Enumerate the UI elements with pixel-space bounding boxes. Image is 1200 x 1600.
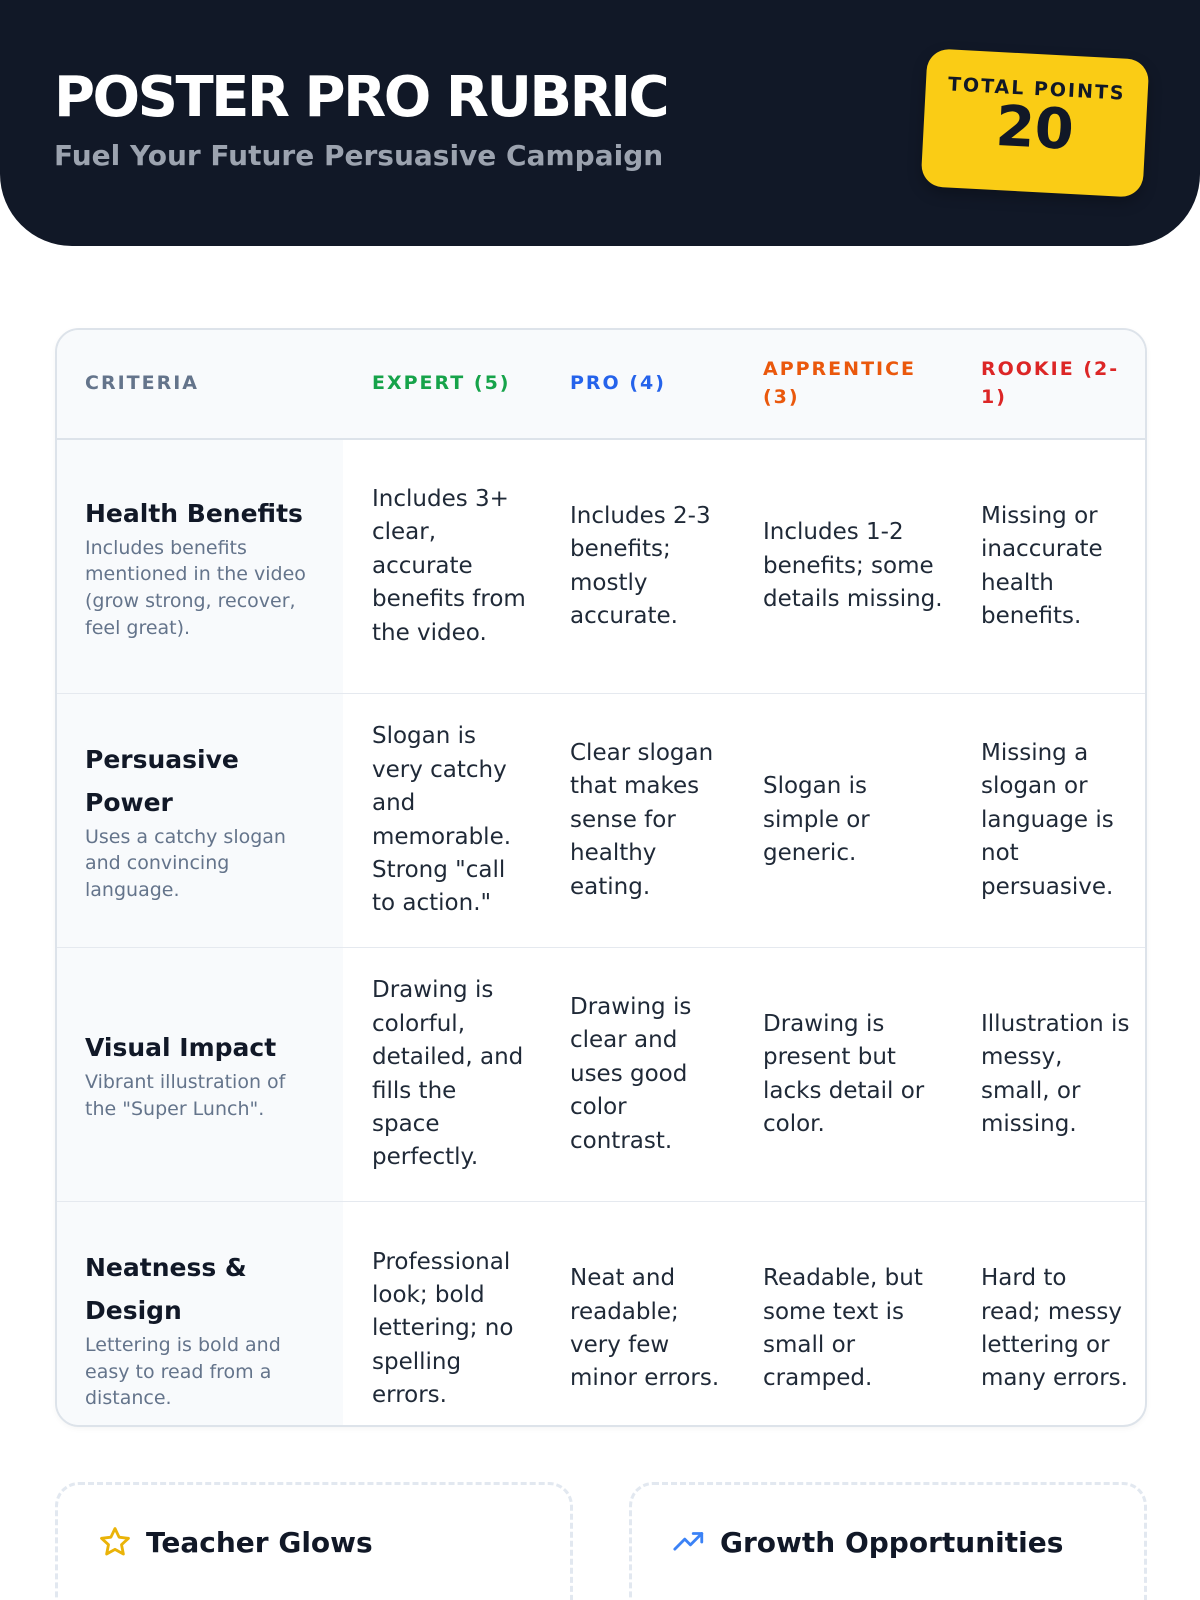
criteria-cell xyxy=(57,948,343,1201)
criteria-description: Vibrant illustration of the "Super Lunch". xyxy=(85,1071,286,1120)
expert-cell: Slogan is very catchy and memorable. Strong "call to action." xyxy=(372,723,512,917)
teacher-glows-header xyxy=(98,1525,373,1559)
total-points-badge xyxy=(921,48,1150,197)
header-rookie: ROOKIE (2-1) xyxy=(981,358,1120,408)
header-pro: PRO (4) xyxy=(570,372,666,395)
criteria-description: Uses a catchy slogan and convincing language. xyxy=(85,825,286,901)
expert-cell: Includes 3+ clear, accurate benefits from the video. xyxy=(372,486,526,646)
header-criteria: CRITERIA xyxy=(85,372,199,395)
pro-cell: Includes 2-3 benefits; mostly accurate. xyxy=(570,502,711,629)
criteria-title: Neatness & Design xyxy=(85,1253,247,1326)
total-points-label: TOTAL POINTS xyxy=(947,73,1127,105)
growth-opportunities-title: Growth Opportunities xyxy=(720,1525,1064,1559)
expert-cell: Professional look; bold lettering; no spelling errors. xyxy=(372,1248,514,1409)
table-row xyxy=(57,694,1145,948)
page-title: POSTER PRO RUBRIC xyxy=(54,65,668,130)
apprentice-cell: Includes 1-2 benefits; some details missing. xyxy=(763,519,943,613)
pro-cell: Clear slogan that makes sense for healthy eating. xyxy=(570,740,714,900)
table-row xyxy=(57,1202,1145,1427)
table-row xyxy=(57,948,1145,1202)
total-points-value: 20 xyxy=(994,93,1076,163)
rookie-cell: Missing or inaccurate health benefits. xyxy=(981,502,1103,629)
growth-opportunities-header xyxy=(672,1525,1063,1559)
header-expert: EXPERT (5) xyxy=(372,372,511,395)
star-icon xyxy=(98,1525,132,1559)
pro-cell: Drawing is clear and uses good color contrast. xyxy=(570,994,692,1154)
teacher-glows-title: Teacher Glows xyxy=(146,1525,373,1559)
criteria-title: Health Benefits xyxy=(85,498,303,528)
rubric-table xyxy=(55,328,1147,1427)
criteria-cell xyxy=(57,694,343,947)
criteria-cell xyxy=(57,1202,343,1427)
apprentice-cell: Drawing is present but lacks detail or color. xyxy=(763,1010,925,1137)
criteria-cell xyxy=(57,440,343,693)
pro-cell: Neat and readable; very few minor errors. xyxy=(570,1265,720,1392)
apprentice-cell: Readable, but some text is small or cramped. xyxy=(763,1265,923,1392)
page-subtitle: Fuel Your Future Persuasive Campaign xyxy=(54,139,664,172)
expert-cell: Drawing is colorful, detailed, and fills the space perfectly. xyxy=(372,977,524,1171)
header-apprentice: APPRENTICE (3) xyxy=(763,358,917,408)
table-row xyxy=(57,440,1145,694)
rookie-cell: Illustration is messy, small, or missing. xyxy=(981,1010,1130,1137)
teacher-glows-card[interactable] xyxy=(55,1482,573,1600)
growth-opportunities-card[interactable] xyxy=(629,1482,1147,1600)
rookie-cell: Hard to read; messy lettering or many errors. xyxy=(981,1265,1128,1392)
rookie-cell: Missing a slogan or language is not persuasive. xyxy=(981,740,1114,900)
apprentice-cell: Slogan is simple or generic. xyxy=(763,773,870,867)
criteria-title: Visual Impact xyxy=(85,1033,277,1063)
criteria-description: Lettering is bold and easy to read from a distance. xyxy=(85,1334,281,1410)
header-banner xyxy=(0,0,1200,246)
criteria-description: Includes benefits mentioned in the video (grow strong, recover, feel great). xyxy=(85,536,306,639)
criteria-title: Persuasive Power xyxy=(85,744,239,817)
table-header-row xyxy=(57,330,1145,440)
trending-up-icon xyxy=(672,1525,706,1559)
